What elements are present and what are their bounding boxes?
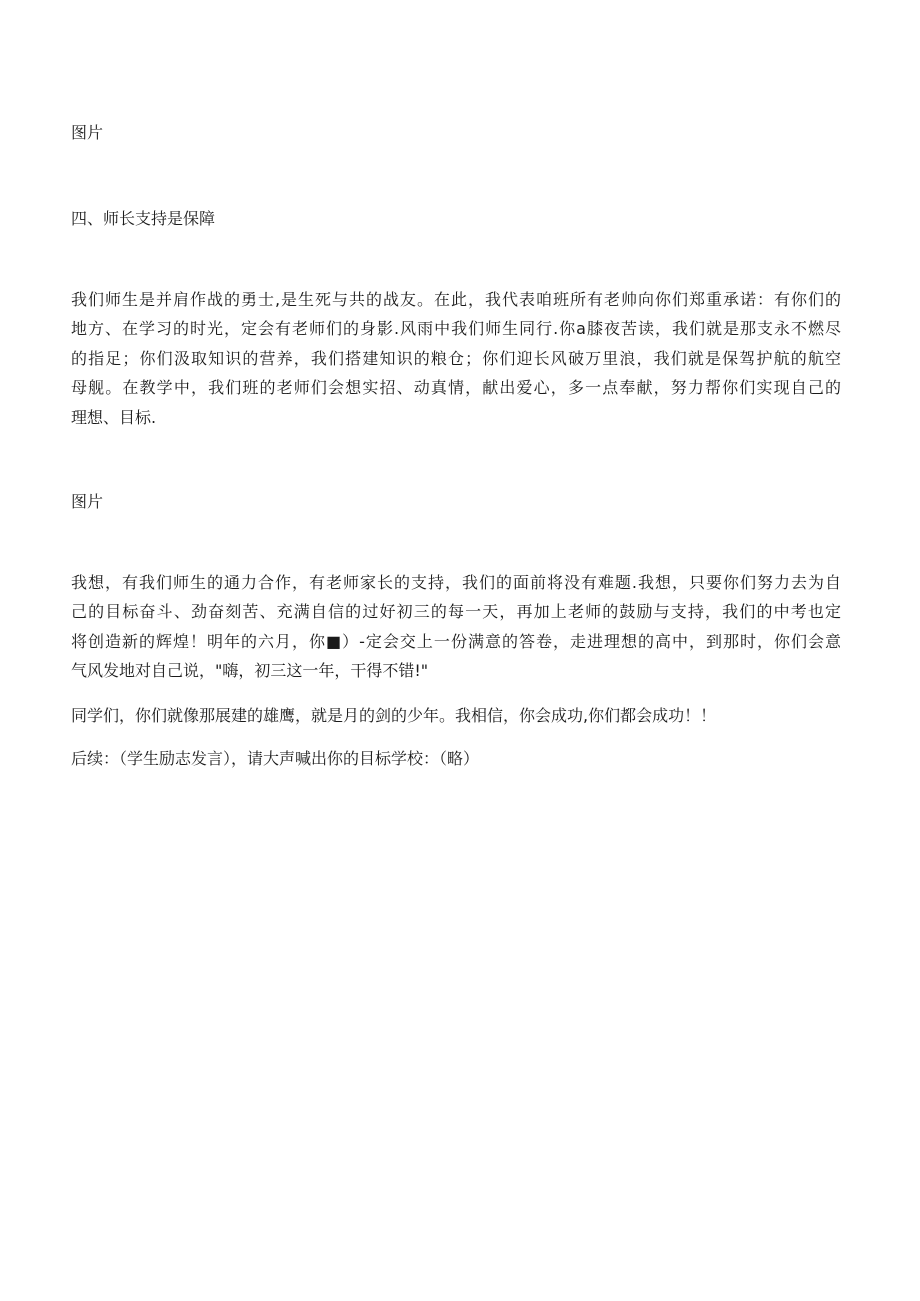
paragraph-line: 的指足；你们汲取知识的营养，我们搭建知识的粮仓；你们迎长风破万里浪，我们就是保驾护航的航空: [71, 349, 841, 368]
paragraph-encouragement: 同学们，你们就像那展建的雄鹰，就是月的剑的少年。我相信，你会成功,你们都会成功！！: [71, 706, 717, 725]
image-placeholder-label: 图片: [71, 123, 104, 142]
paragraph-line: 将创造新的辉煌！明年的六月，你■）-定会交上一份满意的答卷，走进理想的高中，到那时，你们会意: [71, 632, 841, 651]
image-placeholder-label: 图片: [71, 492, 104, 511]
paragraph-followup: 后续：（学生励志发言），请大声喊出你的目标学校：（略）: [71, 749, 480, 768]
paragraph-line: 我们师生是并肩作战的勇士,是生死与共的战友。在此，我代表咱班所有老帅向你们郑重承诺：有你们的: [71, 290, 841, 309]
paragraph-line: 母舰。在教学中，我们班的老师们会想实招、动真情，献出爱心，多一点奉献，努力帮你们实现自己的: [71, 378, 841, 397]
paragraph-line: 地方、在学习的时光，定会有老师们的身影.风雨中我们师生同行.你a膝夜苦读，我们就是那支永不燃尽: [71, 319, 841, 338]
paragraph-line: 气风发地对自己说，"嗨，初三这一年，干得不错!": [71, 661, 429, 680]
paragraph-line: 己的目标奋斗、劲奋刻苦、充满自信的过好初三的每一天，再加上老师的鼓励与支持，我们的中考也定: [71, 602, 841, 621]
paragraph-line: 我想，有我们师生的通力合作，有老师家长的支持，我们的面前将没有难题.我想，只要你们努力去为自: [71, 573, 841, 592]
paragraph-line: 理想、目标.: [71, 408, 157, 427]
section-heading: 四、师长支持是保障: [71, 209, 216, 228]
